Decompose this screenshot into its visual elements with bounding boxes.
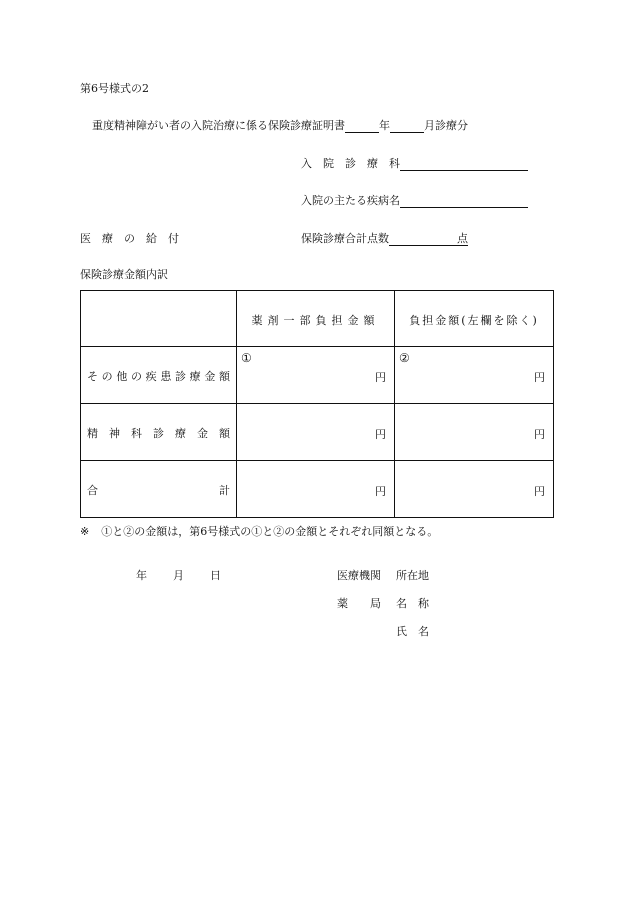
- address-label: 所在地: [396, 569, 429, 582]
- person-label: 氏 名: [396, 625, 429, 638]
- amount-cell[interactable]: [395, 461, 554, 518]
- month-blank[interactable]: [390, 120, 424, 133]
- date-year: 年: [136, 569, 147, 582]
- table-header-blank: [81, 291, 237, 347]
- points-total-label: 保険診療合計点数: [301, 232, 389, 245]
- mark-2: ②: [399, 351, 410, 365]
- pharmacy-label: 薬 局: [337, 597, 381, 610]
- disease-input[interactable]: [400, 195, 528, 208]
- breakdown-table: [80, 290, 554, 518]
- date-day: 日: [210, 569, 221, 582]
- row-label-cell: [81, 347, 237, 404]
- yen-unit: 円: [534, 428, 545, 441]
- table-row: [81, 461, 554, 518]
- form-number: 第6号様式の2: [80, 82, 149, 95]
- institution-label: 医療機関: [337, 569, 381, 582]
- amount-cell[interactable]: [237, 461, 395, 518]
- row-label-cell: [81, 461, 237, 518]
- certificate-title-text: 重度精神障がい者の入院治療に係る保険診療証明書: [92, 119, 345, 132]
- month-label: 月: [424, 119, 435, 132]
- points-unit: 点: [457, 232, 468, 245]
- breakdown-title: 保険診療金額内訳: [80, 268, 168, 281]
- table-header-cell: [395, 291, 554, 347]
- disease-label: 入院の主たる疾病名: [301, 194, 400, 207]
- amount-cell[interactable]: [237, 347, 395, 404]
- points-total-field: [301, 232, 468, 246]
- certificate-suffix: 診療分: [435, 119, 468, 132]
- amount-cell[interactable]: [395, 404, 554, 461]
- table-row: [81, 404, 554, 461]
- note: [80, 525, 438, 539]
- row-label-psychiatric: 精神科診療金額: [87, 427, 230, 440]
- yen-unit: 円: [375, 485, 386, 498]
- department-input[interactable]: [400, 158, 528, 171]
- disease-field: [301, 194, 528, 208]
- mark-1: ①: [241, 351, 252, 365]
- table-row: [81, 347, 554, 404]
- amount-cell[interactable]: [237, 404, 395, 461]
- note-symbol: ※: [80, 525, 90, 538]
- row-label-other: その他の疾患診療金額: [87, 370, 230, 383]
- table-header-cell: [237, 291, 395, 347]
- row-label-total-right: 計: [219, 484, 230, 497]
- department-label: 入 院 診 療 科: [301, 157, 400, 170]
- yen-unit: 円: [375, 371, 386, 384]
- yen-unit: 円: [534, 485, 545, 498]
- col-burden-amount: 負担金額(左欄を除く): [409, 314, 539, 327]
- points-total-input[interactable]: [389, 233, 457, 246]
- table-header-row: [81, 291, 554, 347]
- year-label: 年: [379, 119, 390, 132]
- year-blank[interactable]: [345, 120, 379, 133]
- date-month: 月: [173, 569, 184, 582]
- col-drug-copay: 薬剤一部負担金額: [251, 314, 380, 327]
- row-label-cell: [81, 404, 237, 461]
- certificate-title: [92, 119, 468, 133]
- yen-unit: 円: [534, 371, 545, 384]
- row-label-total-left: 合: [87, 484, 98, 497]
- yen-unit: 円: [375, 428, 386, 441]
- medical-benefit-label: 医 療 の 給 付: [80, 232, 179, 245]
- department-field: [301, 157, 528, 171]
- amount-cell[interactable]: [395, 347, 554, 404]
- name-label: 名 称: [396, 597, 429, 610]
- note-text: ①と②の金額は，第6号様式の①と②の金額とそれぞれ同額となる。: [101, 525, 439, 538]
